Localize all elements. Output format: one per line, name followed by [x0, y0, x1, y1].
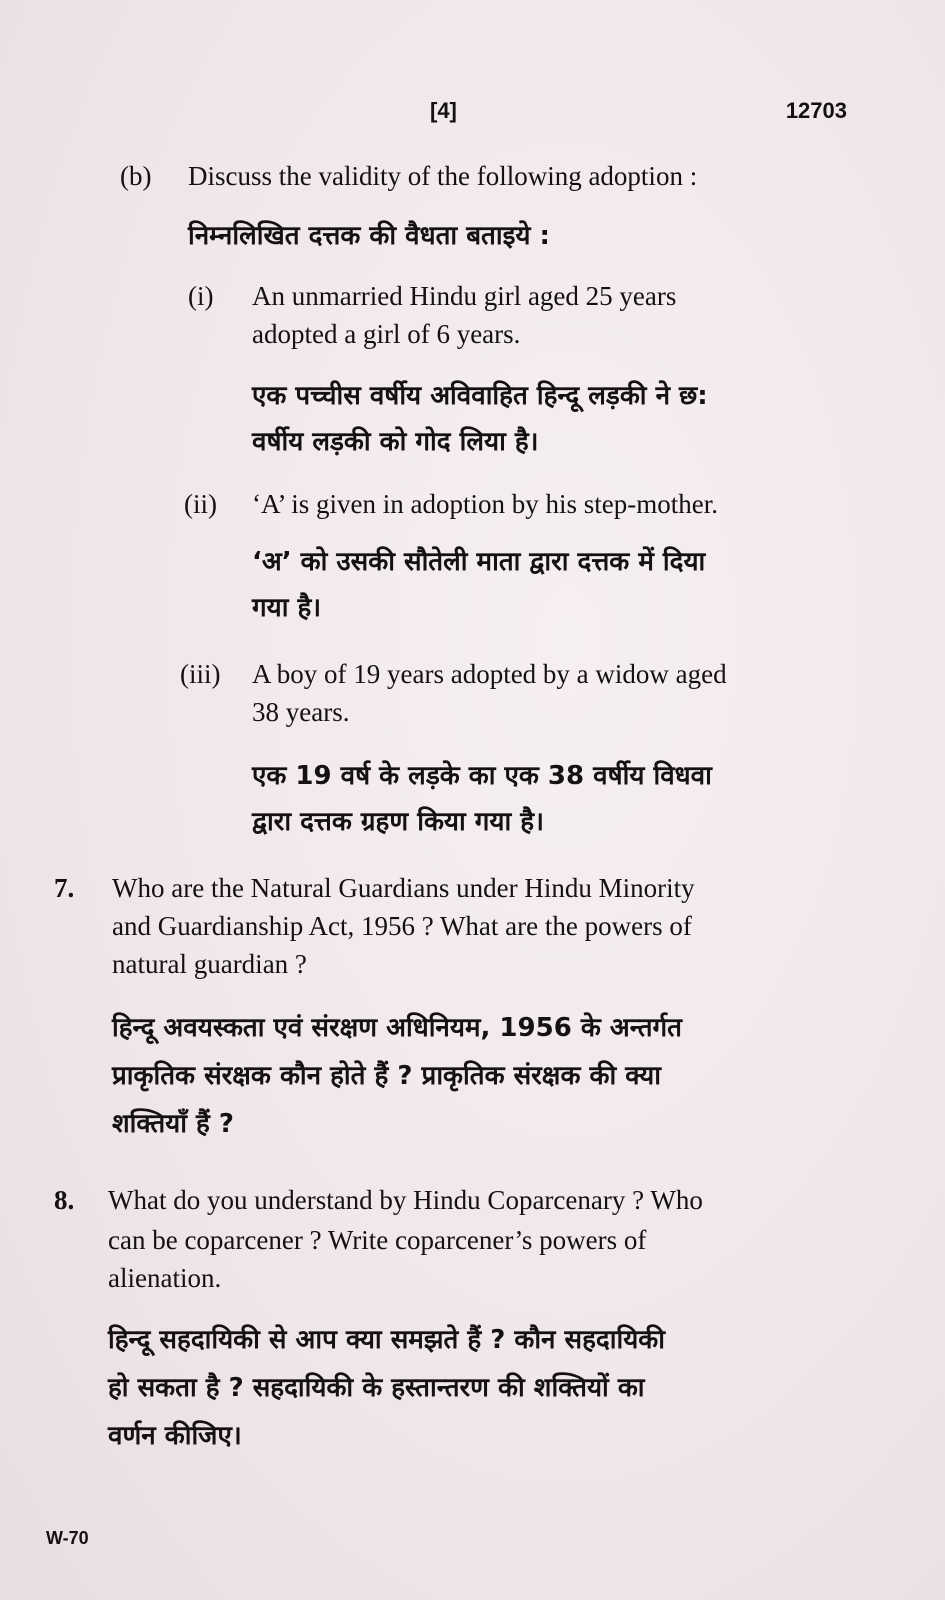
sub-part-label: (ii)	[184, 489, 217, 519]
sub-part-ii-hi-line2: गया है।	[252, 593, 322, 623]
question-part-label: (b)	[120, 161, 152, 191]
question-7-hi-line2: प्राकृतिक संरक्षक कौन होते हैं ? प्राकृतिक संरक्षक की क्या	[112, 1061, 661, 1091]
sub-part-iii-en-line1: A boy of 19 years adopted by a widow aged	[252, 659, 727, 689]
question-7-en-line3: natural guardian ?	[112, 949, 307, 979]
question-number: 7.	[54, 873, 75, 903]
sub-part-iii-hi-line2: द्वारा दत्तक ग्रहण किया गया है।	[252, 807, 544, 837]
sub-part-iii-en-line2: 38 years.	[252, 697, 350, 727]
question-7-hi-line1: हिन्दू अवयस्कता एवं संरक्षण अधिनियम, 1956 के अन्तर्गत	[112, 1013, 683, 1043]
sub-part-ii-hi-line1: ‘अ’ को उसकी सौतेली माता द्वारा दत्तक में दिया	[252, 547, 706, 577]
sub-part-ii-en-line1: ‘A’ is given in adoption by his step-mother.	[252, 489, 718, 519]
question-8-hi-line2: हो सकता है ? सहदायिकी के हस्तान्तरण की शक्तियों का	[108, 1373, 645, 1403]
question-8-en-line3: alienation.	[108, 1263, 222, 1293]
sub-part-iii-hi-line1: एक 19 वर्ष के लड़के का एक 38 वर्षीय विधवा	[252, 761, 712, 791]
question-7-en-line2: and Guardianship Act, 1956 ? What are the powers of	[112, 911, 692, 941]
sub-part-label: (iii)	[180, 659, 221, 689]
sub-part-i-en-line1: An unmarried Hindu girl aged 25 years	[252, 281, 677, 311]
question-number: 8.	[54, 1185, 75, 1215]
question-8-en-line1: What do you understand by Hindu Coparcenary ? Who	[108, 1185, 703, 1215]
sub-part-i-hi-line2: वर्षीय लड़की को गोद लिया है।	[252, 427, 539, 457]
sub-part-i-hi-line1: एक पच्चीस वर्षीय अविवाहित हिन्दू लड़की ने छ:	[252, 381, 708, 411]
question-8-en-line2: can be coparcener ? Write coparcener’s powers of	[108, 1225, 647, 1255]
question-6b-title-en: Discuss the validity of the following adoption :	[188, 161, 698, 191]
question-7-hi-line3: शक्तियाँ हैं ?	[112, 1109, 234, 1139]
sub-part-label: (i)	[188, 281, 214, 311]
sub-part-i-en-line2: adopted a girl of 6 years.	[252, 319, 521, 349]
question-8-hi-line1: हिन्दू सहदायिकी से आप क्या समझते हैं ? कौन सहदायिकी	[108, 1325, 665, 1355]
footer-code: W-70	[46, 1528, 89, 1548]
question-8-hi-line3: वर्णन कीजिए।	[108, 1421, 242, 1451]
question-7-en-line1: Who are the Natural Guardians under Hindu Minority	[112, 873, 695, 903]
page-number: [4]	[430, 98, 457, 123]
paper-code: 12703	[785, 98, 847, 123]
question-6b-title-hi: निम्नलिखित दत्तक की वैधता बताइये :	[188, 221, 550, 251]
